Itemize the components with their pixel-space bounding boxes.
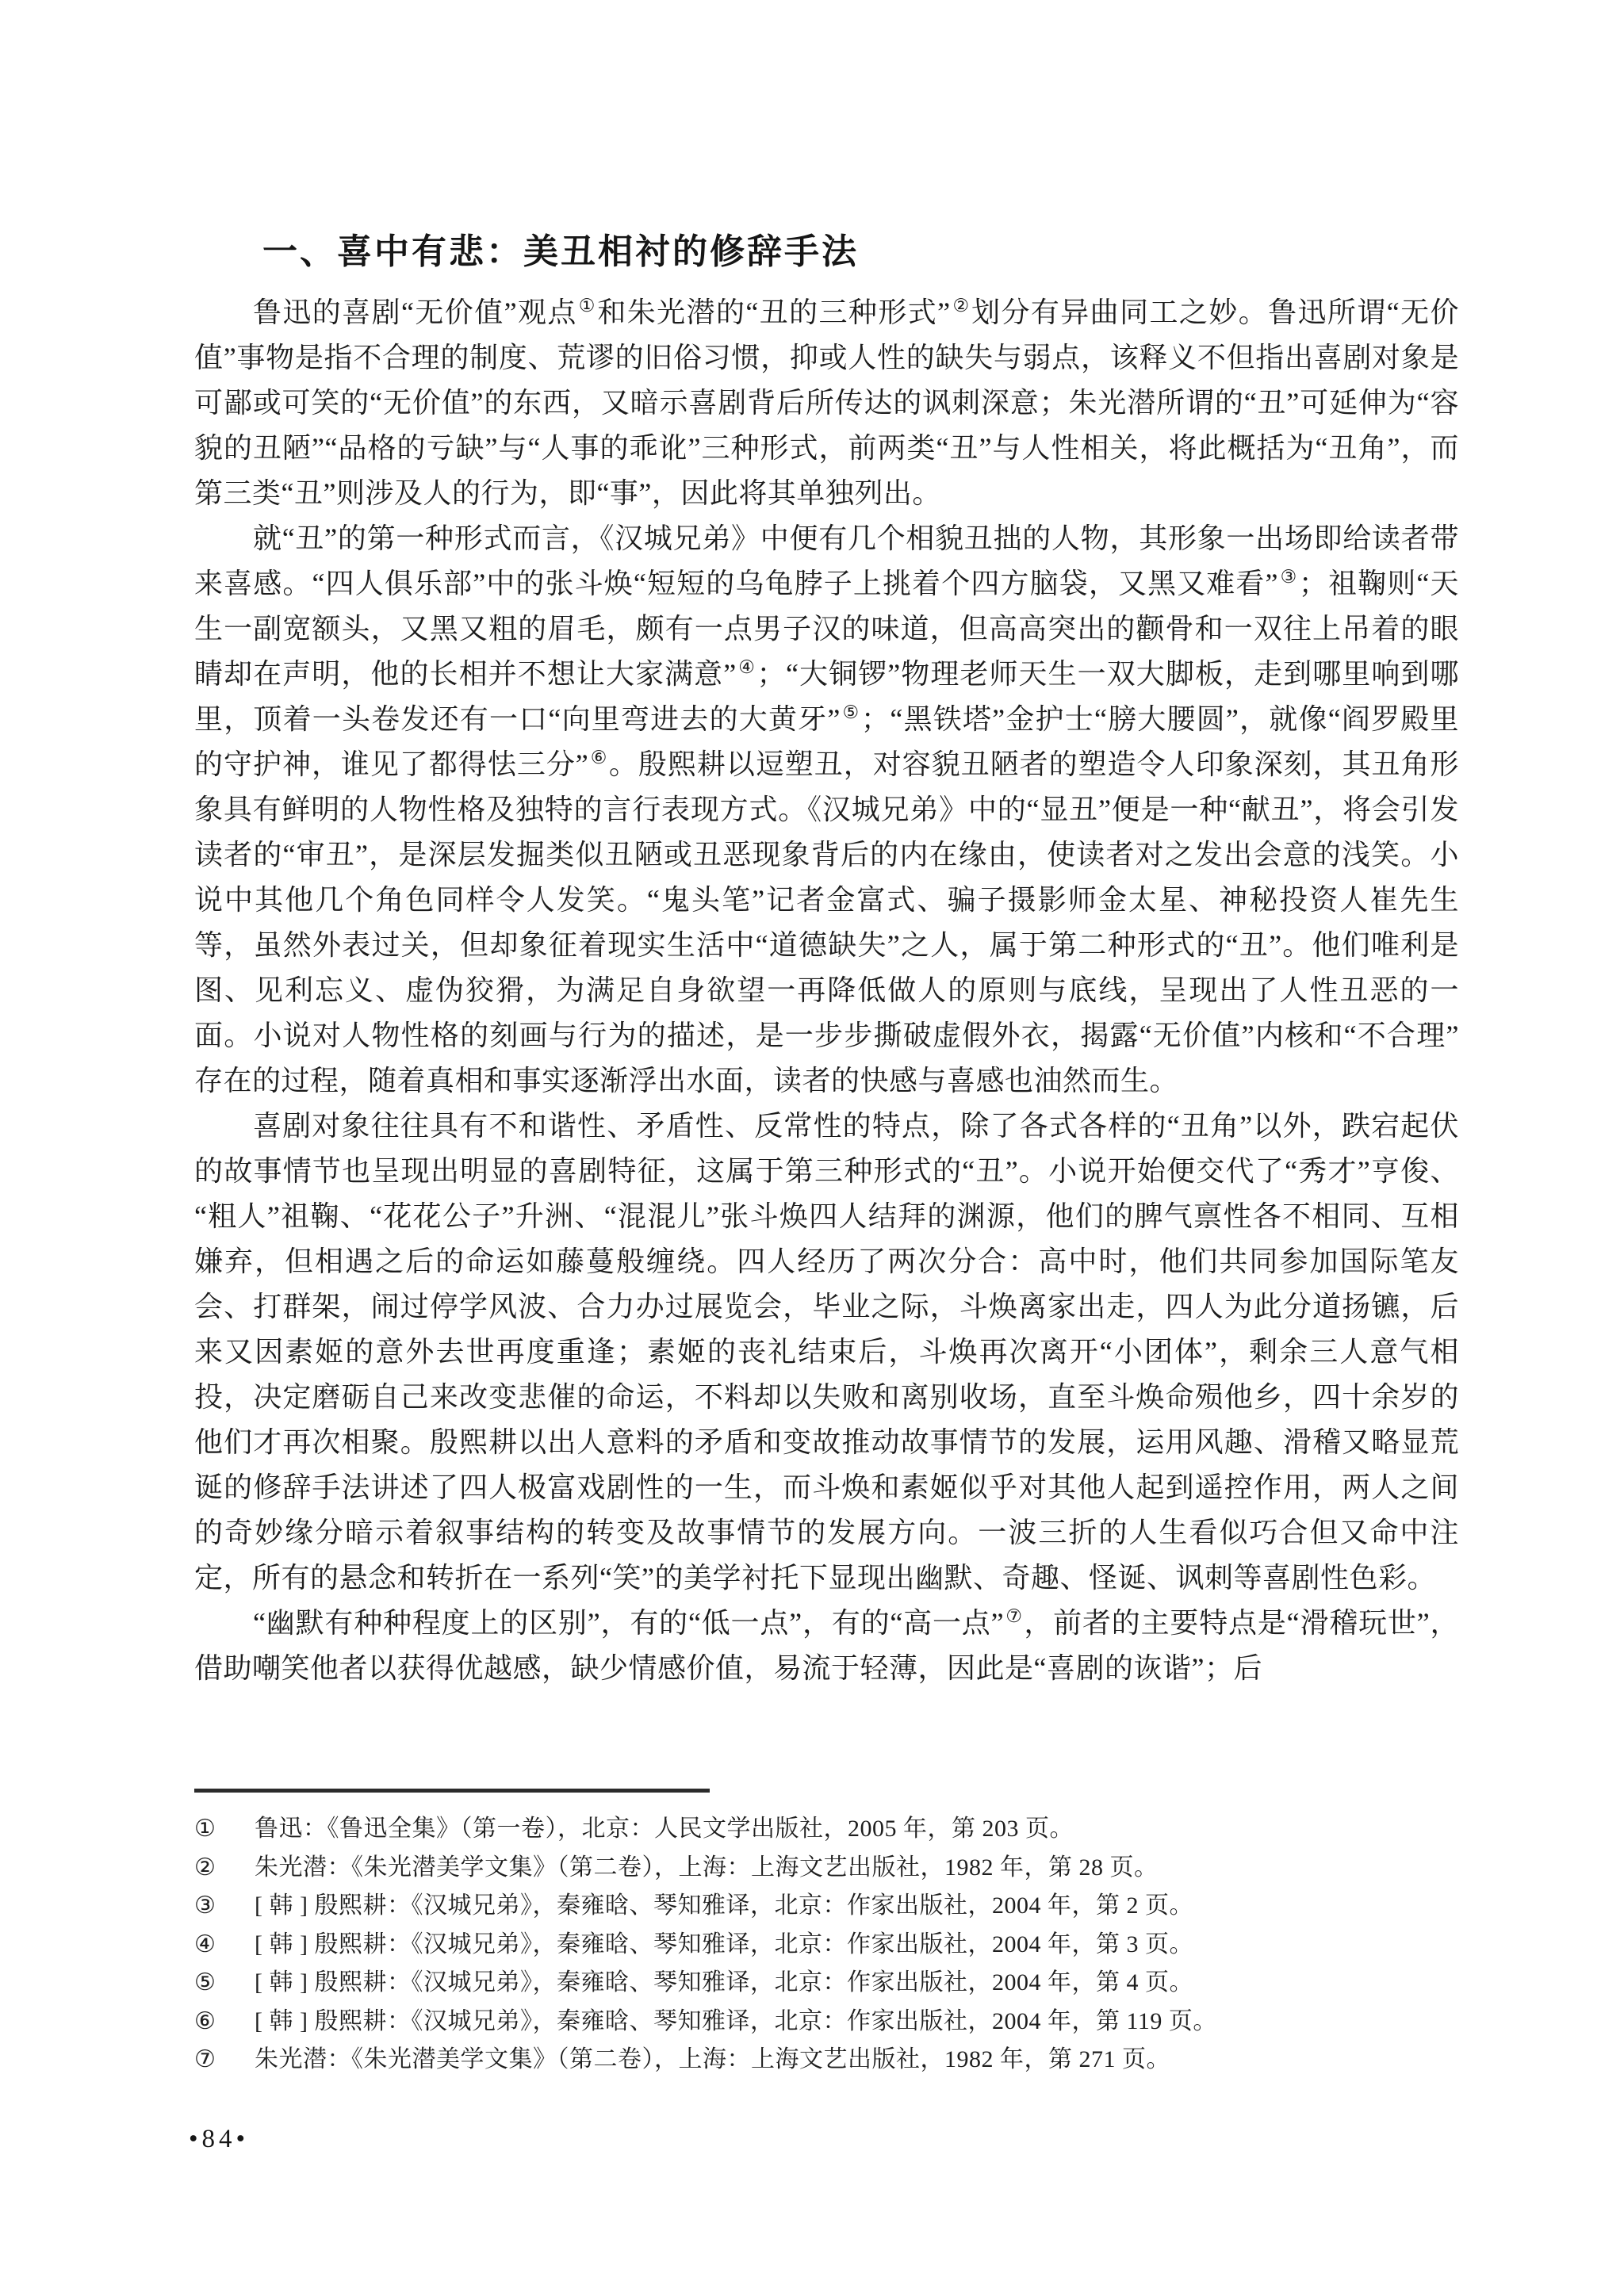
paragraph: 喜剧对象往往具有不和谐性、矛盾性、反常性的特点，除了各式各样的“丑角”以外，跌宕起伏的故事情节也呈现出明显的喜剧特征，这属于第三种形式的“丑”。小说开始便交代了“秀才”亨俊、“粗人”祖鞠、“花花公子”升洲、“混混儿”张斗焕四人结拜的渊源，他们的脾气禀性各不相同、互相嫌弃，但相遇之后的命运如藤蔓般缠绕。四人经历了两次分合：高中时，他们共同参加国际笔友会、打群架，闹过停学风波、合力办过展览会，毕业之际，斗焕离家出走，四人为此分道扬镳，后来又因素姬的意外去世再度重逢；素姬的丧礼结束后，斗焕再次离开“小团体”，剩余三人意气相投，决定磨砺自己来改变悲催的命运，不料却以失败和离别收场，直至斗焕命殒他乡，四十余岁的他们才再次相聚。殷熙耕以出人意料的矛盾和变故推动故事情节的发展，运用风趣、滑稽又略显荒诞的修辞手法讲述了四人极富戏剧性的一生，而斗焕和素姬似乎对其他人起到遥控作用，两人之间的奇妙缘分暗示着叙事结构的转变及故事情节的发展方向。一波三折的人生看似巧合但又命中注定，所有的悬念和转折在一系列“笑”的美学衬托下显现出幽默、奇趣、怪诞、讽刺等喜剧性色彩。 [194,1110,1459,1594]
footnote-list [194,1810,1495,2080]
body-text [194,290,1459,1691]
footnote-ref: ② [952,296,971,316]
footnote-marker: ④ [194,1931,216,1957]
footnote-ref: ① [578,296,596,316]
paragraph: 鲁迅的喜剧“无价值”观点①和朱光潜的“丑的三种形式”②划分有异曲同工之妙。鲁迅所谓“无价值”事物是指不合理的制度、荒谬的旧俗习惯，抑或人性的缺失与弱点，该释义不但指出喜剧对象是可鄙或可笑的“无价值”的东西，又暗示喜剧背后所传达的讽刺深意；朱光潜所谓的“丑”可延伸为“容貌的丑陋”“品格的亏缺”与“人事的乖讹”三种形式，前两类“丑”与人性相关，将此概括为“丑角”，而第三类“丑”则涉及人的行为，即“事”，因此将其单独列出。 [194,296,1459,509]
footnote-marker: ① [194,1816,216,1842]
footnote-text: [ 韩 ] 殷熙耕：《汉城兄弟》，秦雍晗、琴知雅译，北京：作家出版社，2004 年，第 3 页。 [255,1931,1193,1957]
footnote-item [194,1926,1495,1965]
footnote-item [194,1964,1495,2003]
paragraph: 就“丑”的第一种形式而言，《汉城兄弟》中便有几个相貌丑拙的人物，其形象一出场即给读者带来喜感。“四人俱乐部”中的张斗焕“短短的乌龟脖子上挑着个四方脑袋，又黑又难看”③；祖鞠则“天生一副宽额头，又黑又粗的眉毛，颇有一点男子汉的味道，但高高突出的颧骨和一双往上吊着的眼睛却在声明，他的长相并不想让大家满意”④；“大铜锣”物理老师天生一双大脚板，走到哪里响到哪里，顶着一头卷发还有一口“向里弯进去的大黄牙”⑤；“黑铁塔”金护士“膀大腰圆”，就像“阎罗殿里的守护神，谁见了都得怯三分”⑥。殷熙耕以逗塑丑，对容貌丑陋者的塑造令人印象深刻，其丑角形象具有鲜明的人物性格及独特的言行表现方式。《汉城兄弟》中的“显丑”便是一种“献丑”，将会引发读者的“审丑”，是深层发掘类似丑陋或丑恶现象背后的内在缘由，使读者对之发出会意的浅笑。小说中其他几个角色同样令人发笑。“鬼头笔”记者金富式、骗子摄影师金太星、神秘投资人崔先生等，虽然外表过关，但却象征着现实生活中“道德缺失”之人，属于第二种形式的“丑”。他们唯利是图、见利忘义、虚伪狡猾，为满足自身欲望一再降低做人的原则与底线，呈现出了人性丑恶的一面。小说对人物性格的刻画与行为的描述，是一步步撕破虚假外衣，揭露“无价值”内核和“不合理”存在的过程，随着真相和事实逐渐浮出水面，读者的快感与喜感也油然而生。 [194,522,1460,1096]
footnote-ref: ④ [737,657,756,677]
footnote-item [194,2041,1495,2080]
paragraph: “幽默有种种程度上的区别”，有的“低一点”，有的“高一点”⑦，前者的主要特点是“滑稽玩世”，借助嘲笑他者以获得优越感，缺少情感价值，易流于轻薄，因此是“喜剧的诙谐”；后 [194,1606,1459,1684]
footnote-item [194,1810,1495,1849]
footnote-text: [ 韩 ] 殷熙耕：《汉城兄弟》，秦雍晗、琴知雅译，北京：作家出版社，2004 年，第 4 页。 [255,1969,1193,1996]
footnote-separator [194,1789,710,1793]
page-number: •84• [189,2125,250,2153]
footnote-text: 鲁迅：《鲁迅全集》（第一卷），北京：人民文学出版社，2005 年，第 203 页。 [255,1816,1074,1842]
footnote-marker: ⑦ [194,2046,216,2072]
footnote-text: [ 韩 ] 殷熙耕：《汉城兄弟》，秦雍晗、琴知雅译，北京：作家出版社，2004 年，第 119 页。 [255,2007,1217,2034]
footnote-text: [ 韩 ] 殷熙耕：《汉城兄弟》，秦雍晗、琴知雅译，北京：作家出版社，2004 年，第 2 页。 [255,1892,1193,1919]
footnote-marker: ③ [194,1892,216,1919]
footnote-item [194,1887,1495,1926]
footnote-text: 朱光潜：《朱光潜美学文集》（第二卷），上海：上海文艺出版社，1982 年，第 28 页。 [255,1854,1159,1881]
footnote-marker: ② [194,1854,216,1881]
footnote-item [194,1849,1495,1888]
footnote-marker: ⑤ [194,1969,216,1996]
footnote-ref: ③ [1280,567,1297,587]
footnote-ref: ⑦ [1005,1606,1023,1626]
footnote-marker: ⑥ [194,2007,216,2034]
footnote-ref: ⑥ [590,748,607,767]
footnote-text: 朱光潜：《朱光潜美学文集》（第二卷），上海：上海文艺出版社，1982 年，第 271 页。 [255,2046,1170,2072]
footnote-item [194,2003,1495,2042]
footnote-ref: ⑤ [841,702,860,722]
footnote-section [194,1789,1495,2080]
section-heading: 一、喜中有悲：美丑相衬的修辞手法 [262,232,859,271]
